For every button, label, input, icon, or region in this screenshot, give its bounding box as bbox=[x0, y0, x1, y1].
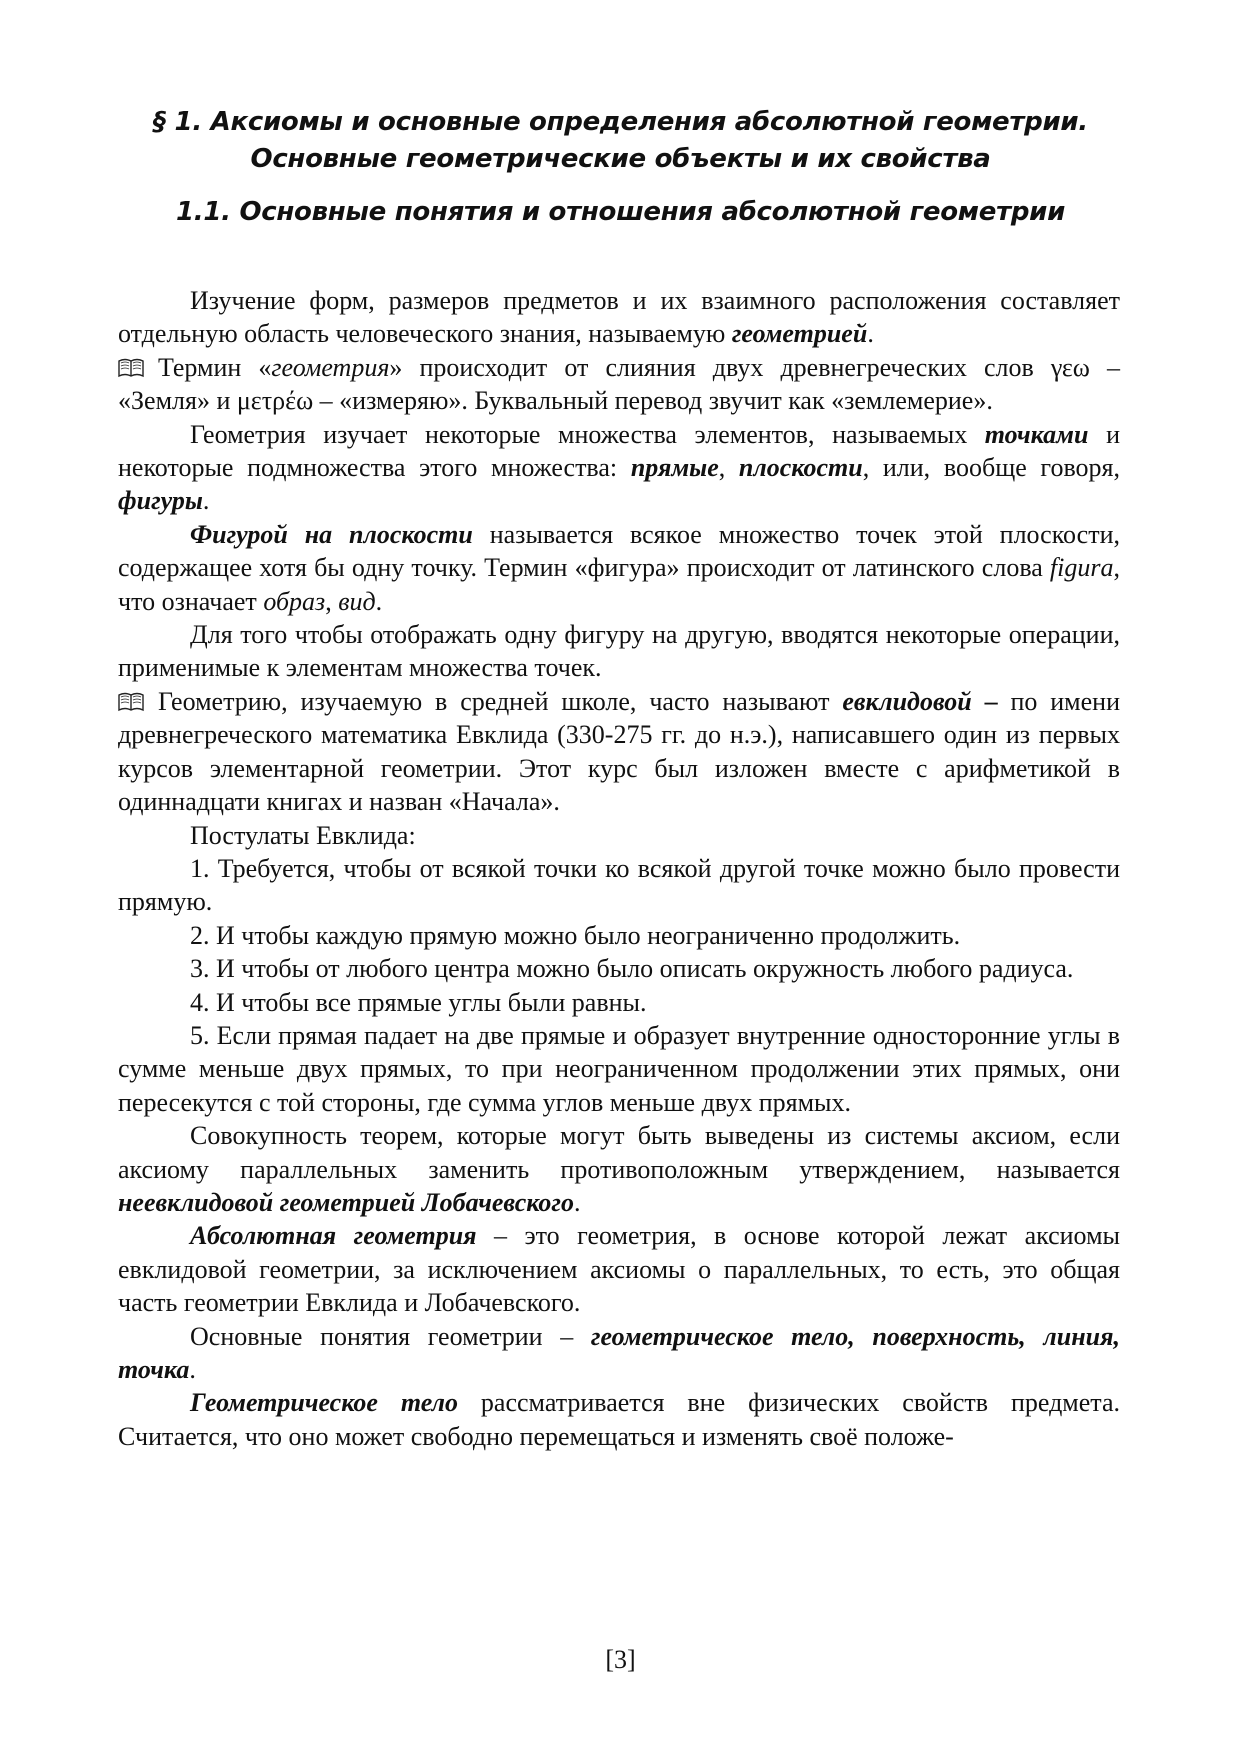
term-basic-concepts: геометрическое тело, поверхность, линия, точка bbox=[118, 1321, 1120, 1384]
subsection-heading: 1.1. Основные понятия и отношения абсолютной геометрии bbox=[175, 197, 1065, 227]
term-euclidean: евклидовой bbox=[842, 686, 972, 716]
postulate-item: 3. И чтобы от любого центра можно было описать окружность любого радиуса. bbox=[190, 954, 1074, 984]
section-heading-line2: Основные геометрические объекты и их свойства bbox=[250, 144, 991, 174]
paragraph-points-figures: Геометрия изучает некоторые множества элементов, называемых точками и некоторые подмножества этого множества: прямые, плоскости, или, вообще говоря, фигуры. bbox=[118, 419, 1121, 516]
term-geometry: геометрией bbox=[731, 319, 868, 349]
section-heading-line1: § 1. Аксиомы и основные определения абсолютной геометрии. bbox=[153, 107, 1088, 137]
term-figures: фигуры bbox=[118, 486, 203, 516]
postulate-item: 4. И чтобы все прямые углы были равны. bbox=[190, 987, 647, 1017]
section-heading bbox=[120, 104, 1121, 178]
paragraph-absolute-geometry: Абсолютная геометрия – это геометрия, в основе которой лежат аксиомы евклидовой геометрии, за исключением аксиомы о параллельных, то есть, это общая часть геометрии Евклида и Лобачевского. bbox=[118, 1221, 1120, 1318]
paragraph-geometric-body: Геометрическое тело рассматривается вне физических свойств предмета. Считается, что оно может свободно перемещаться и изменять своё положе- bbox=[118, 1388, 1121, 1451]
latin-word: figura bbox=[1049, 553, 1114, 583]
postulate-item: 5. Если прямая падает на две прямые и образует внутренние односторонние углы в сумме меньше двух прямых, то при неограниченном продолжении этих прямых, они пересекутся с той стороны, где сумма углов меньше двух прямых. bbox=[118, 1020, 1120, 1117]
paragraph-term-origin: Термин «геометрия» происходит от слияния двух древнегреческих слов γεω – «Земля» и μετρέω – «измеряю». Буквальный перевод звучит как «землемерие». bbox=[118, 352, 1120, 416]
book-icon bbox=[118, 358, 144, 378]
paragraph-postulates-title: Постулаты Евклида: bbox=[190, 820, 416, 850]
postulate-item: 2. И чтобы каждую прямую можно было неограниченно продолжить. bbox=[190, 920, 961, 950]
paragraph-figure-definition: Фигурой на плоскости называется всякое множество точек этой плоскости, содержащее хотя бы одну точку. Термин «фигура» происходит от латинского слова figura, что означает образ, вид. bbox=[118, 519, 1120, 616]
paragraph-geometry-intro: Изучение форм, размеров предметов и их взаимного расположения составляет отдельную область человеческого знания, называемую геометрией. bbox=[118, 286, 1120, 349]
page-number: [3] bbox=[605, 1645, 636, 1674]
term-absolute-geometry: Абсолютная геометрия bbox=[190, 1221, 477, 1251]
paragraph-lobachevsky: Совокупность теорем, которые могут быть выведены из системы аксиом, если аксиому параллельных заменить противоположным утверждением, называется неевклидовой геометрией Лобачевского. bbox=[118, 1121, 1120, 1217]
paragraph-euclid: Геометрию, изучаемую в средней школе, часто называют евклидовой – по имени древнегреческого математика Евклида (330-275 гг. до н.э.), написавшего один из первых курсов элементарной геометрии. Этот курс был изложен вместе с арифметикой в одиннадцати книгах и назван «Начала». bbox=[118, 686, 1120, 817]
paragraph-operations: Для того чтобы отображать одну фигуру на другую, вводятся некоторые операции, применимые к элементам множества точек. bbox=[118, 620, 1120, 683]
body-text bbox=[118, 284, 1120, 1453]
term-geometry-quoted: геометрия bbox=[271, 352, 390, 382]
term-figure-on-plane: Фигурой на плоскости bbox=[190, 519, 473, 549]
postulate-item: 1. Требуется, чтобы от всякой точки ко всякой другой точке можно было провести прямую. bbox=[118, 853, 1120, 917]
term-planes: плоскости bbox=[738, 453, 863, 483]
term-lobachevsky-geometry: неевклидовой геометрией Лобачевского bbox=[118, 1187, 575, 1217]
book-icon bbox=[118, 692, 144, 712]
paragraph-basic-concepts: Основные понятия геометрии – геометрическое тело, поверхность, линия, точка. bbox=[118, 1321, 1120, 1384]
term-points: точками bbox=[984, 419, 1089, 449]
term-geometric-body: Геометрическое тело bbox=[190, 1388, 458, 1418]
term-lines: прямые bbox=[630, 453, 719, 483]
